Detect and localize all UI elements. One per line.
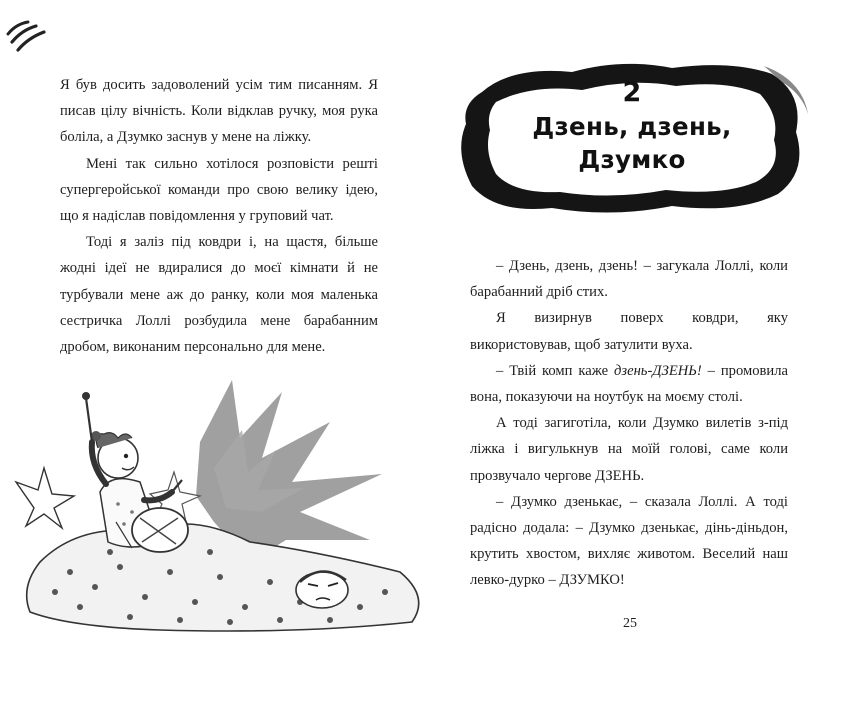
italic-text: дзень-ДЗЕНЬ! — [614, 362, 702, 379]
drum-wakeup-illustration — [0, 372, 440, 642]
girl-with-drum — [82, 392, 188, 552]
paragraph: Я був досить задоволений усім тим писанням. Я писав цілу вічність. Коли відклав ручку, моя рука боліла, а Дзумко заснув у мене на ліжку. — [60, 77, 378, 146]
paragraph: – Дзумко дзенькає, – сказала Лоллі. А тоді радісно додала: – Дзумко дзенькає, дінь-діньдон, крутить хвостом, вихляє животом. Веселий наш левко-дурко – ДЗУМКО! — [470, 493, 788, 589]
right-page-text — [470, 253, 788, 594]
page-number: 25 — [623, 616, 637, 631]
paragraph: Мені так сильно хотілося розповісти решті супергеройської команди про свою велику ідею, що я надіслав повідомлення у груповий чат. — [60, 155, 378, 225]
paragraph: А тоді загиготіла, коли Дзумко вилетів з-під ліжка і вигулькнув на моїй голові, саме коли прозвучало чергове ДЗЕНЬ. — [470, 415, 788, 484]
star-burst-left — [16, 468, 74, 528]
chapter-title-line-1: Дзень, дзень, — [532, 112, 732, 141]
claw-marks-icon — [6, 20, 50, 54]
left-page-text — [60, 72, 378, 360]
chapter-title-line-2: Дзумко — [578, 145, 686, 174]
paragraph: Тоді я заліз під ковдри і, на щастя, більше жодні ідеї не вдиралися до моєї кімнати й не турбували мене аж до ранку, коли моя маленька сестричка Лоллі розбудила мене барабанним дробом, виконаним персонально для мене. — [60, 234, 378, 356]
paragraph: – Дзень, дзень, дзень! – загукала Лоллі, коли барабанний дріб стих. — [470, 258, 788, 301]
paragraph: Я визирнув поверх ковдри, яку використовував, щоб затулити вуха. — [470, 310, 788, 353]
chapter-number: 2 — [622, 77, 642, 108]
paragraph-text: – Твій комп каже — [496, 362, 615, 379]
paragraph — [470, 358, 788, 410]
boy-face — [296, 571, 348, 608]
paragraph-text: – промовила вона, показуючи на ноутбук на моєму столі. — [470, 362, 788, 406]
chapter-heading — [488, 76, 776, 176]
